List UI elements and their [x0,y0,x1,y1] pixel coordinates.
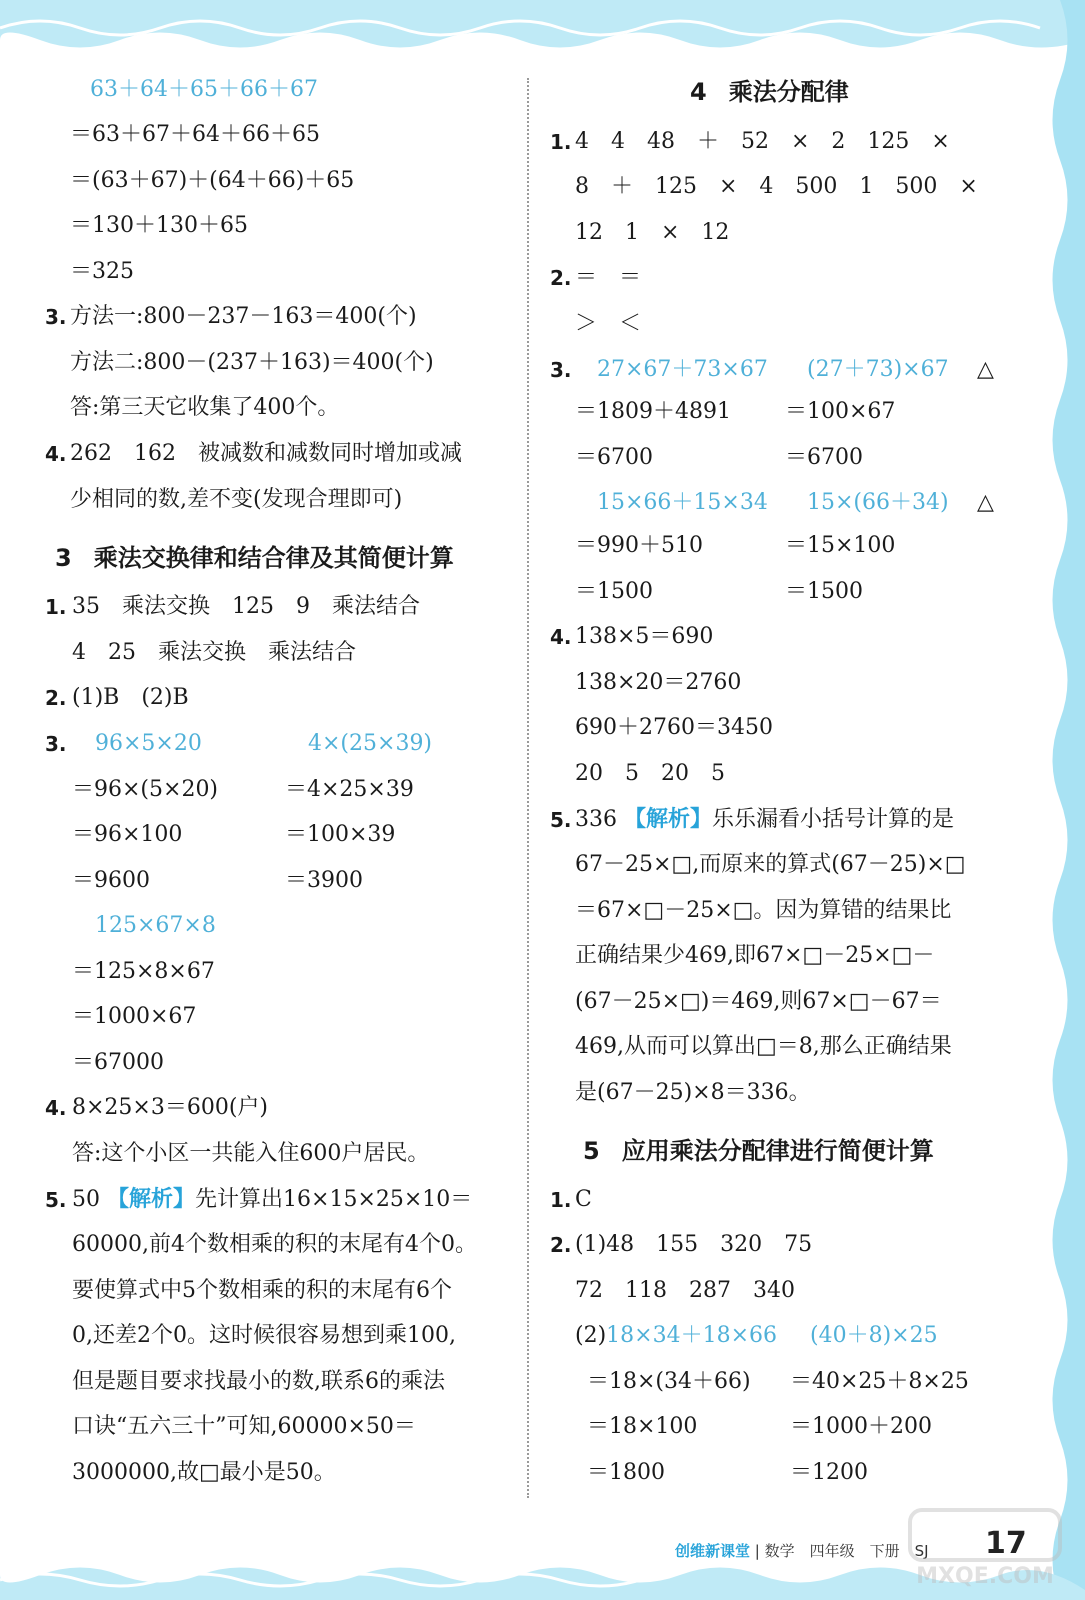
section-title: 乘法分配律 [728,78,849,106]
question-number: 4. [45,442,67,466]
sub-question-label: (2) [575,1323,607,1348]
expression: 18×34＋18×66 [606,1323,778,1348]
question-number: 3. [45,305,67,329]
footer-divider: | [754,1542,760,1560]
answer-line: 方法二:800－(237＋163)＝400(个) [70,350,434,375]
answer-line: ＝67000 [72,1050,164,1075]
expression-line: 15×(66＋34) [807,490,949,515]
question-number: 3. [45,732,67,756]
expression-line: (27＋73)×67 [807,357,949,382]
section-title: 乘法交换律和结合律及其简便计算 [93,544,454,572]
page-number: 17 [985,1526,1027,1561]
answer-line: 少相同的数,差不变(发现合理即可) [70,487,403,512]
answer-line: 72 118 287 340 [575,1278,795,1303]
answer-value: 336 [575,807,617,832]
analysis-line: 但是题目要求找最小的数,联系6的乘法 [72,1369,445,1394]
answer-line [575,800,954,840]
analysis-line: (67－25×□)＝469,则67×□－67＝ [575,989,942,1014]
answer-line: 138×20＝2760 [575,670,742,695]
analysis-line: 口诀“五六三十”可知,60000×50＝ [72,1414,416,1439]
analysis-line: 0,还差2个0。这时候很容易想到乘100, [72,1323,456,1348]
answer-line: (1)48 155 320 75 [575,1232,813,1257]
answer-line: ＞ ＜ [575,311,642,336]
question-number: 4. [45,1096,67,1120]
expression-line: 4×(25×39) [308,731,433,756]
analysis-line: 67－25×□,而原来的算式(67－25)×□ [575,852,966,877]
triangle-mark: △ [977,490,994,515]
answer-value: 50 [72,1187,100,1212]
answer-line [72,1180,472,1220]
answer-line: ＝3900 [285,868,363,893]
analysis-tag: 【解析】 [107,1187,196,1212]
analysis-tag: 【解析】 [624,807,713,832]
answer-line: ＝63＋67＋64＋66＋65 [70,122,320,147]
question-number: 3. [550,358,572,382]
answer-line: 8×25×3＝600(户) [72,1095,269,1120]
answer-line: ＝18×(34＋66) [587,1369,751,1394]
question-number: 1. [550,1188,572,1212]
section-number: 4 [690,78,707,106]
answer-line: ＝325 [70,259,134,284]
watermark-logo [900,1505,1070,1595]
expression-line: (40＋8)×25 [810,1323,938,1348]
answer-line: ＝130＋130＋65 [70,213,248,238]
analysis-line: ＝67×□－25×□。因为算错的结果比 [575,898,952,923]
analysis-text: 乐乐漏看小括号计算的是 [712,807,955,832]
answer-line: ＝100×39 [285,822,396,847]
expression-line: 63＋64＋65＋66＋67 [90,77,318,102]
column-divider [527,78,529,1498]
answer-line [575,1316,777,1356]
triangle-mark: △ [977,357,994,382]
answer-line: ＝4×25×39 [285,777,414,802]
answer-line: 4 4 48 ＋ 52 × 2 125 × [575,129,950,154]
analysis-line: 60000,前4个数相乘的积的末尾有4个0。 [72,1232,477,1257]
answer-line: C [575,1187,592,1212]
answer-line: 答:这个小区一共能入住600户居民。 [72,1141,430,1166]
question-number: 2. [550,1233,572,1257]
section-number: 5 [583,1137,600,1165]
answer-line: ＝96×100 [72,822,183,847]
answer-line: 8 ＋ 125 × 4 500 1 500 × [575,174,978,199]
question-number: 4. [550,625,572,649]
section-title: 应用乘法分配律进行简便计算 [621,1137,934,1165]
expression-line: 15×66＋15×34 [597,490,768,515]
analysis-line: 正确结果少469,即67×□－25×□－ [575,943,935,968]
question-number: 2. [45,686,67,710]
page-footer [675,1535,929,1567]
watermark-text: MXQE.COM [916,1564,1054,1589]
answer-line: ＝15×100 [785,533,896,558]
answer-line: ＝6700 [575,445,653,470]
answer-line: 4 25 乘法交换 乘法结合 [72,640,356,665]
subject-info: 数学 四年级 下册 SJ [764,1542,929,1560]
answer-line: 35 乘法交换 125 9 乘法结合 [72,594,420,619]
question-number: 5. [550,808,572,832]
answer-line: ＝18×100 [587,1414,698,1439]
answer-line: ＝40×25＋8×25 [790,1369,969,1394]
answer-line: ＝1500 [575,579,653,604]
answer-line: ＝1500 [785,579,863,604]
answer-line: ＝1000×67 [72,1004,197,1029]
answer-line: ＝125×8×67 [72,959,215,984]
answer-line: ＝1800 [587,1460,665,1485]
expression-line: 125×67×8 [95,913,216,938]
answer-line: ＝990＋510 [575,533,703,558]
question-number: 1. [45,595,67,619]
answer-line: 690＋2760＝3450 [575,715,773,740]
section-heading-4 [690,72,849,112]
answer-line: (1)B (2)B [72,685,189,710]
section-heading-5 [583,1131,934,1171]
answer-line: 方法一:800－237－163＝400(个) [70,304,417,329]
answer-line: ＝6700 [785,445,863,470]
answer-line: ＝9600 [72,868,150,893]
section-heading-3 [55,538,454,578]
question-number: 5. [45,1188,67,1212]
answer-line: ＝ ＝ [575,265,642,290]
expression-line: 27×67＋73×67 [597,357,768,382]
analysis-text: 先计算出16×15×25×10＝ [195,1187,473,1212]
top-wave-border [0,0,1085,70]
answer-line: 20 5 20 5 [575,761,725,786]
analysis-line: 3000000,故□最小是50。 [72,1460,336,1485]
analysis-line: 要使算式中5个数相乘的积的末尾有6个 [72,1278,452,1303]
answer-line: 答:第三天它收集了400个。 [70,395,340,420]
answer-line: ＝1000＋200 [790,1414,932,1439]
analysis-line: 469,从而可以算出□＝8,那么正确结果 [575,1034,952,1059]
right-wave-border [1025,0,1085,1600]
answer-line: 262 162 被减数和减数同时增加或减 [70,441,462,466]
answer-line: ＝1200 [790,1460,868,1485]
answer-line: ＝100×67 [785,399,896,424]
answer-line: ＝(63＋67)＋(64＋66)＋65 [70,168,355,193]
answer-line: 12 1 × 12 [575,220,730,245]
answer-line: ＝1809＋4891 [575,399,731,424]
section-number: 3 [55,544,72,572]
brand-name: 创维新课堂 [675,1542,751,1560]
question-number: 2. [550,266,572,290]
question-number: 1. [550,130,572,154]
expression-line: 96×5×20 [95,731,202,756]
answer-line: ＝96×(5×20) [72,777,219,802]
analysis-line: 是(67－25)×8＝336。 [575,1080,811,1105]
answer-line: 138×5＝690 [575,624,714,649]
